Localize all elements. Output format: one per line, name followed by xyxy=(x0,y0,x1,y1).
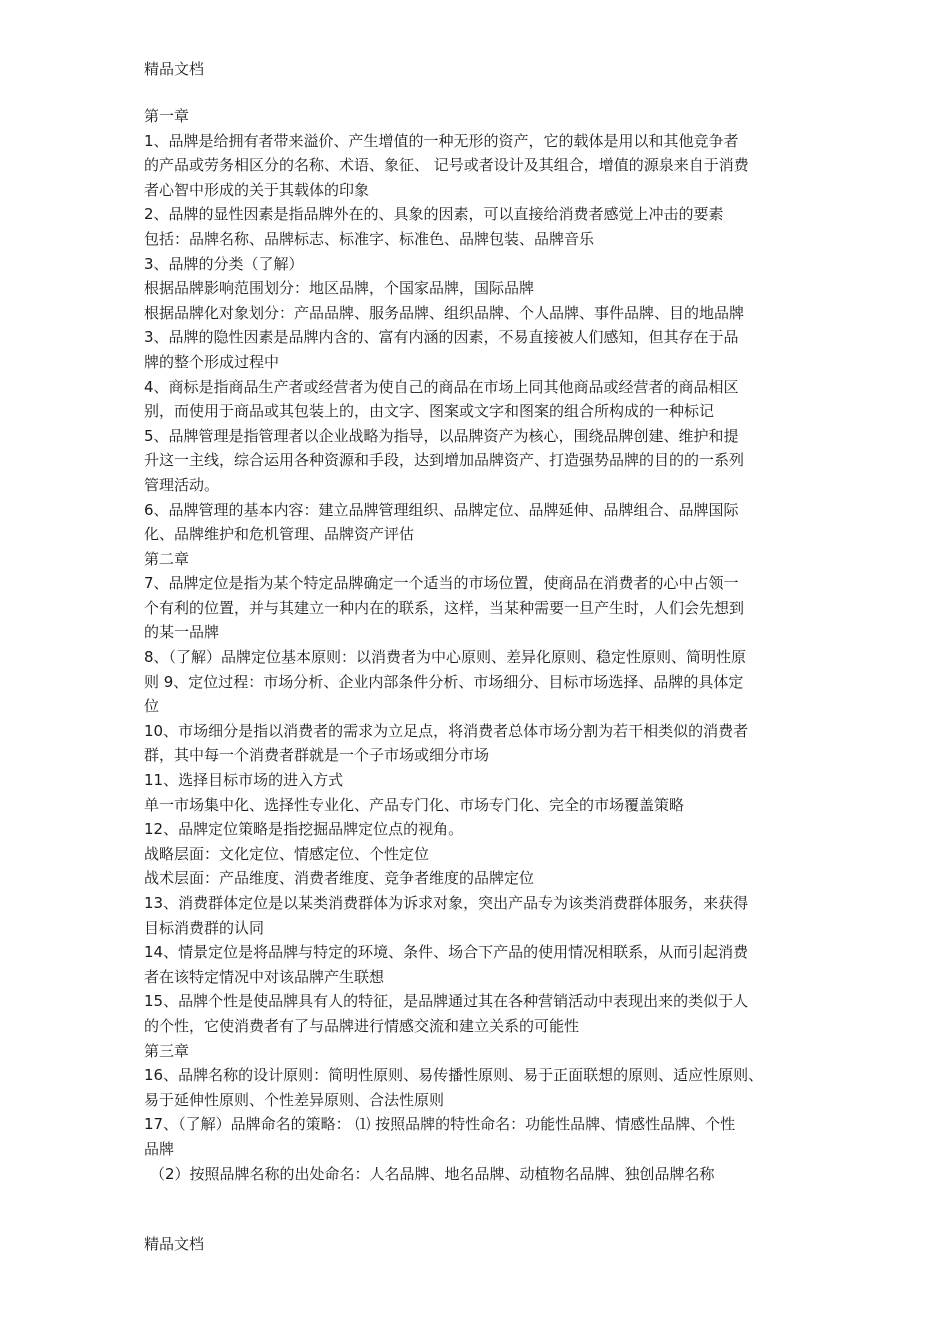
text-line: （2）按照品牌名称的出处命名：人名品牌、地名品牌、动植物名品牌、独创品牌名称 xyxy=(150,1164,715,1183)
text-line: 1、品牌是给拥有者带来溢价、产生增值的一种无形的资产，它的载体是用以和其他竞争者 xyxy=(144,131,739,150)
text-line: 个有利的位置，并与其建立一种内在的联系，这样，当某种需要一旦产生时，人们会先想到 xyxy=(144,598,745,617)
text-line: 战术层面：产品维度、消费者维度、竞争者维度的品牌定位 xyxy=(144,869,535,888)
text-line: 者在该特定情况中对该品牌产生联想 xyxy=(144,967,385,986)
text-line: 5、品牌管理是指管理者以企业战略为指导，以品牌资产为核心，围绕品牌创建、维护和提 xyxy=(144,426,739,445)
text-line: 13、消费群体定位是以某类消费群体为诉求对象，突出产品专为该类消费群体服务，来获得 xyxy=(144,894,749,912)
chapter-heading: 第一章 xyxy=(144,107,190,125)
text-line: 根据品牌化对象划分：产品品牌、服务品牌、组织品牌、个人品牌、事件品牌、目的地品牌 xyxy=(144,303,745,322)
text-line: 7、品牌定位是指为某个特定品牌确定一个适当的市场位置，使商品在消费者的心中占领一 xyxy=(144,574,739,593)
text-line: 14、情景定位是将品牌与特定的环境、条件、场合下产品的使用情况相联系，从而引起消费 xyxy=(144,943,749,962)
text-line: 战略层面：文化定位、情感定位、个性定位 xyxy=(144,844,430,863)
text-line: 的个性，它使消费者有了与品牌进行情感交流和建立关系的可能性 xyxy=(144,1016,580,1035)
text-line: 者心智中形成的关于其载体的印象 xyxy=(144,180,370,199)
page-header-label: 精品文档 xyxy=(144,60,205,78)
text-line: 单一市场集中化、选择性专业化、产品专门化、市场专门化、完全的市场覆盖策略 xyxy=(144,795,685,814)
document-body xyxy=(144,104,824,1186)
text-line: 3、品牌的分类（了解） xyxy=(144,254,304,273)
text-line: 包括：品牌名称、品牌标志、标准字、标准色、品牌包装、品牌音乐 xyxy=(144,229,595,248)
text-line: 的产品或劳务相区分的名称、术语、象征、 记号或者设计及其组合，增值的源泉来自于消费 xyxy=(144,156,749,175)
text-line: 2、品牌的显性因素是指品牌外在的、具象的因素，可以直接给消费者感觉上冲击的要素 xyxy=(144,205,724,224)
text-line: 位 xyxy=(144,697,160,716)
text-line: 4、商标是指商品生产者或经营者为使自己的商品在市场上同其他商品或经营者的商品相区 xyxy=(144,377,739,396)
text-line: 15、品牌个性是使品牌具有人的特征，是品牌通过其在各种营销活动中表现出来的类似于人 xyxy=(144,992,749,1011)
text-line: 升这一主线，综合运用各种资源和手段，达到增加品牌资产、打造强势品牌的目的的一系列 xyxy=(144,451,745,470)
text-line: 12、品牌定位策略是指挖掘品牌定位点的视角。 xyxy=(144,820,464,839)
text-line: 根据品牌影响范围划分：地区品牌，个国家品牌，国际品牌 xyxy=(144,279,535,298)
page-footer-label: 精品文档 xyxy=(144,1235,205,1253)
text-line: 管理活动。 xyxy=(144,475,220,494)
text-line: 别，而使用于商品或其包装上的，由文字、图案或文字和图案的组合所构成的一种标记 xyxy=(144,402,715,421)
text-line: 目标消费群的认同 xyxy=(144,918,265,937)
chapter-heading: 第二章 xyxy=(144,549,190,568)
text-line: 化、品牌维护和危机管理、品牌资产评估 xyxy=(144,525,415,544)
text-line: 群，其中每一个消费者群就是一个子市场或细分市场 xyxy=(144,746,490,765)
chapter-heading: 第三章 xyxy=(144,1041,190,1060)
text-line: 3、品牌的隐性因素是品牌内含的、富有内涵的因素，不易直接被人们感知，但其存在于品 xyxy=(144,328,739,347)
text-line: 的某一品牌 xyxy=(144,623,220,642)
text-line: 8、（了解）品牌定位基本原则：以消费者为中心原则、差异化原则、稳定性原则、简明性原 xyxy=(144,648,747,667)
text-line: 10、市场细分是指以消费者的需求为立足点，将消费者总体市场分割为若干相类似的消费者 xyxy=(144,721,749,740)
text-line: 牌的整个形成过程中 xyxy=(144,352,280,371)
text-line: 易于延伸性原则、个性差异原则、合法性原则 xyxy=(144,1090,445,1109)
text-line: 则 9、定位过程：市场分析、企业内部条件分析、市场细分、目标市场选择、品牌的具体定 xyxy=(144,672,744,691)
text-line: 17、（了解）品牌命名的策略： ⑴ 按照品牌的特性命名：功能性品牌、情感性品牌、个性 xyxy=(144,1115,736,1134)
text-line: 6、品牌管理的基本内容：建立品牌管理组织、品牌定位、品牌延伸、品牌组合、品牌国际 xyxy=(144,500,739,519)
text-line: 品牌 xyxy=(144,1139,175,1158)
text-line: 11、选择目标市场的进入方式 xyxy=(144,771,344,790)
text-line: 16、品牌名称的设计原则：简明性原则、易传播性原则、易于正面联想的原则、适应性原则、 xyxy=(144,1066,764,1085)
